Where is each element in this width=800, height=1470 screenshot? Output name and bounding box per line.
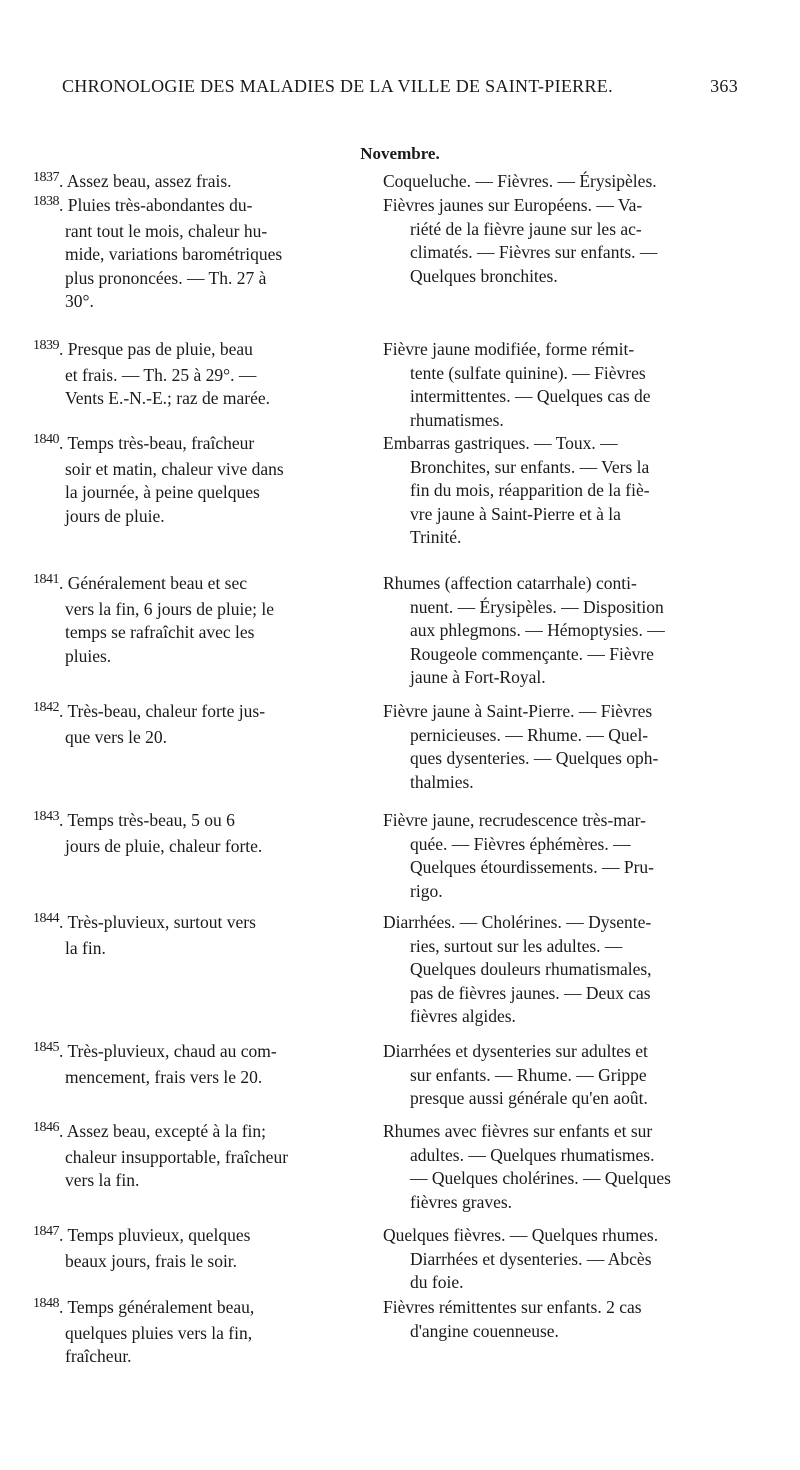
weather-line: $^{1845}$. Très-pluvieux, chaud au com-: [33, 1040, 277, 1061]
entry-weather-1848: [33, 1296, 368, 1369]
entry-diseases-1837: [383, 170, 738, 194]
weather-line: [33, 1322, 368, 1346]
year-label: 1839: [33, 338, 59, 353]
disease-line: Trinité.: [410, 527, 462, 548]
weather-text: 30°.: [65, 291, 94, 312]
disease-line: ques dysenteries. — Quelques oph-: [410, 748, 659, 769]
weather-line: $^{1844}$. Très-pluvieux, surtout vers: [33, 911, 256, 932]
disease-line: ries, surtout sur les adultes. —: [410, 935, 623, 956]
entry-weather-1847: [33, 1224, 368, 1273]
disease-line: — Quelques cholérines. — Quelques: [410, 1168, 671, 1189]
disease-line: sur enfants. — Rhume. — Grippe: [410, 1064, 647, 1085]
weather-text: Presque pas de pluie, beau: [67, 339, 253, 359]
weather-line: [33, 1146, 368, 1170]
weather-text: la fin.: [65, 937, 106, 958]
year-label: 1844: [33, 911, 59, 926]
weather-text: Assez beau, excepté à la fin;: [66, 1121, 267, 1141]
disease-line: Fièvre jaune modifiée, forme rémit-: [383, 339, 635, 359]
disease-line: pernicieuses. — Rhume. — Quel-: [410, 724, 649, 745]
disease-line: Embarras gastriques. — Toux. —: [383, 433, 618, 453]
disease-line: Coqueluche. — Fièvres. — Érysipèles.: [383, 171, 657, 191]
disease-line: Diarrhées. — Cholérines. — Dysente-: [383, 912, 652, 932]
disease-line: Bronchites, sur enfants. — Vers la: [410, 456, 650, 477]
entry-weather-1845: [33, 1040, 368, 1089]
disease-line: rhumatismes.: [410, 409, 504, 430]
weather-line: $^{1838}$. Pluies très-abondantes du-: [33, 194, 253, 215]
disease-line: rigo.: [410, 880, 443, 901]
year-label: 1838: [33, 194, 59, 209]
weather-line: $^{1846}$. Assez beau, excepté à la fin;: [33, 1120, 267, 1141]
year-label: 1847: [33, 1224, 59, 1239]
weather-text: beaux jours, frais le soir.: [65, 1250, 238, 1271]
disease-line: fièvres graves.: [410, 1191, 513, 1212]
weather-text: Très-beau, chaleur forte jus-: [67, 701, 266, 721]
disease-line: du foie.: [410, 1272, 464, 1293]
weather-line: [33, 726, 368, 750]
weather-text: Vents E.-N.-E.; raz de marée.: [65, 388, 271, 409]
disease-line: quée. — Fièvres éphémères. —: [410, 833, 631, 854]
disease-line: presque aussi générale qu'en août.: [410, 1088, 648, 1109]
weather-line: [33, 645, 368, 669]
entry-diseases-1845: [383, 1040, 738, 1111]
weather-text: Assez beau, assez frais.: [66, 171, 232, 191]
entry-weather-1843: [33, 809, 368, 858]
running-title: CHRONOLOGIE DES MALADIES DE LA VILLE DE SAINT-PIERRE.: [62, 76, 613, 96]
disease-line: Quelques fièvres. — Quelques rhumes.: [383, 1225, 659, 1245]
disease-line: adultes. — Quelques rhumatismes.: [410, 1144, 655, 1165]
weather-text: mencement, frais vers le 20.: [65, 1066, 263, 1087]
weather-line: [33, 243, 368, 267]
weather-text: Très-pluvieux, chaud au com-: [67, 1041, 277, 1061]
weather-text: et frais. — Th. 25 à 29°. —: [65, 364, 257, 385]
disease-line: tente (sulfate quinine). — Fièvres: [410, 362, 646, 383]
weather-text: Pluies très-abondantes du-: [67, 195, 253, 215]
weather-line: [33, 364, 368, 388]
year-label: 1837: [33, 170, 59, 185]
entry-weather-1842: [33, 700, 368, 749]
weather-text: Temps généralement beau,: [67, 1297, 255, 1317]
disease-line: Diarrhées et dysenteries. — Abcès: [410, 1248, 652, 1269]
weather-text: chaleur insupportable, fraîcheur: [65, 1146, 289, 1167]
weather-line: [33, 505, 368, 529]
entry-diseases-1848: [383, 1296, 738, 1343]
weather-line: [33, 835, 368, 859]
weather-line: [33, 1066, 368, 1090]
entry-weather-1837: [33, 170, 368, 196]
weather-text: jours de pluie, chaleur forte.: [65, 835, 263, 856]
entry-diseases-1844: [383, 911, 738, 1029]
weather-text: vers la fin, 6 jours de pluie; le: [65, 598, 274, 619]
weather-text: rant tout le mois, chaleur hu-: [65, 220, 268, 241]
weather-line: [33, 621, 368, 645]
year-label: 1843: [33, 809, 59, 824]
disease-line: Fièvres rémittentes sur enfants. 2 cas: [383, 1297, 642, 1317]
entry-diseases-1842: [383, 700, 738, 794]
disease-line: Rougeole commençante. — Fièvre: [410, 643, 654, 664]
month-heading: Novembre.: [360, 144, 440, 163]
year-label: 1842: [33, 700, 59, 715]
weather-line: $^{1848}$. Temps généralement beau,: [33, 1296, 255, 1317]
disease-line: aux phlegmons. — Hémoptysies. —: [410, 620, 665, 641]
weather-line: $^{1841}$. Généralement beau et sec: [33, 572, 248, 593]
disease-line: fièvres algides.: [410, 1006, 516, 1027]
weather-text: temps se rafraîchit avec les: [65, 622, 255, 643]
disease-line: vre jaune à Saint-Pierre et à la: [410, 503, 621, 524]
year-label: 1845: [33, 1040, 59, 1055]
disease-line: Fièvres jaunes sur Européens. — Va-: [383, 195, 643, 215]
running-header: [62, 76, 738, 97]
weather-text: Très-pluvieux, surtout vers: [67, 912, 256, 932]
weather-line: $^{1840}$. Temps très-beau, fraîcheur: [33, 432, 255, 453]
weather-line: [33, 458, 368, 482]
year-label: 1840: [33, 432, 59, 447]
disease-line: riété de la fièvre jaune sur les ac-: [410, 218, 642, 239]
disease-line: Quelques étourdissements. — Pru-: [410, 857, 654, 878]
entry-weather-1841: [33, 572, 368, 668]
weather-line: [33, 1169, 368, 1193]
disease-line: Rhumes avec fièvres sur enfants et sur: [383, 1121, 653, 1141]
weather-text: Temps très-beau, 5 ou 6: [67, 810, 235, 830]
entry-weather-1844: [33, 911, 368, 960]
weather-line: [33, 1345, 368, 1369]
weather-line: [33, 937, 368, 961]
weather-text: fraîcheur.: [65, 1346, 132, 1367]
weather-text: que vers le 20.: [65, 726, 168, 747]
disease-line: d'angine couenneuse.: [410, 1320, 559, 1341]
disease-line: Quelques douleurs rhumatismales,: [410, 959, 652, 980]
entry-diseases-1838: [383, 194, 738, 288]
disease-line: Rhumes (affection catarrhale) conti-: [383, 573, 637, 593]
weather-line: [33, 267, 368, 291]
weather-line: $^{1847}$. Temps pluvieux, quelques: [33, 1224, 251, 1245]
weather-line: $^{1843}$. Temps très-beau, 5 ou 6: [33, 809, 235, 830]
disease-line: pas de fièvres jaunes. — Deux cas: [410, 982, 651, 1003]
entry-diseases-1840: [383, 432, 738, 550]
entry-weather-1839: [33, 338, 368, 411]
weather-line: [33, 481, 368, 505]
weather-line: [33, 387, 368, 411]
weather-text: jours de pluie.: [65, 505, 165, 526]
entry-weather-1846: [33, 1120, 368, 1193]
weather-line: [33, 290, 368, 314]
disease-line: thalmies.: [410, 771, 474, 792]
weather-line: $^{1839}$. Presque pas de pluie, beau: [33, 338, 253, 359]
weather-text: Généralement beau et sec: [67, 573, 248, 593]
page-number: 363: [710, 76, 738, 96]
weather-text: pluies.: [65, 645, 112, 666]
entry-diseases-1846: [383, 1120, 738, 1214]
disease-line: jaune à Fort-Royal.: [410, 667, 546, 688]
weather-line: $^{1842}$. Très-beau, chaleur forte jus-: [33, 700, 266, 721]
disease-line: climatés. — Fièvres sur enfants. —: [410, 242, 658, 263]
weather-text: quelques pluies vers la fin,: [65, 1322, 253, 1343]
weather-line: $^{1837}$. Assez beau, assez frais.: [33, 170, 232, 191]
weather-text: la journée, à peine quelques: [65, 482, 260, 503]
disease-line: intermittentes. — Quelques cas de: [410, 386, 651, 407]
entry-weather-1838: [33, 194, 368, 314]
weather-text: soir et matin, chaleur vive dans: [65, 458, 284, 479]
disease-line: nuent. — Érysipèles. — Disposition: [410, 596, 664, 617]
weather-line: [33, 220, 368, 244]
weather-line: [33, 1250, 368, 1274]
year-label: 1841: [33, 572, 59, 587]
disease-line: Quelques bronchites.: [410, 265, 558, 286]
entry-diseases-1847: [383, 1224, 738, 1295]
weather-text: vers la fin.: [65, 1170, 140, 1191]
entry-weather-1840: [33, 432, 368, 528]
weather-text: Temps pluvieux, quelques: [67, 1225, 251, 1245]
entry-diseases-1841: [383, 572, 738, 690]
weather-text: plus prononcées. — Th. 27 à: [65, 267, 267, 288]
year-label: 1846: [33, 1120, 59, 1135]
weather-text: Temps très-beau, fraîcheur: [67, 433, 255, 453]
weather-text: mide, variations barométriques: [65, 244, 283, 265]
weather-line: [33, 598, 368, 622]
year-label: 1848: [33, 1296, 59, 1311]
disease-line: Fièvre jaune à Saint-Pierre. — Fièvres: [383, 701, 653, 721]
disease-line: Diarrhées et dysenteries sur adultes et: [383, 1041, 648, 1061]
entry-diseases-1839: [383, 338, 738, 432]
disease-line: Fièvre jaune, recrudescence très-mar-: [383, 810, 646, 830]
disease-line: fin du mois, réapparition de la fiè-: [410, 480, 650, 501]
entry-diseases-1843: [383, 809, 738, 903]
